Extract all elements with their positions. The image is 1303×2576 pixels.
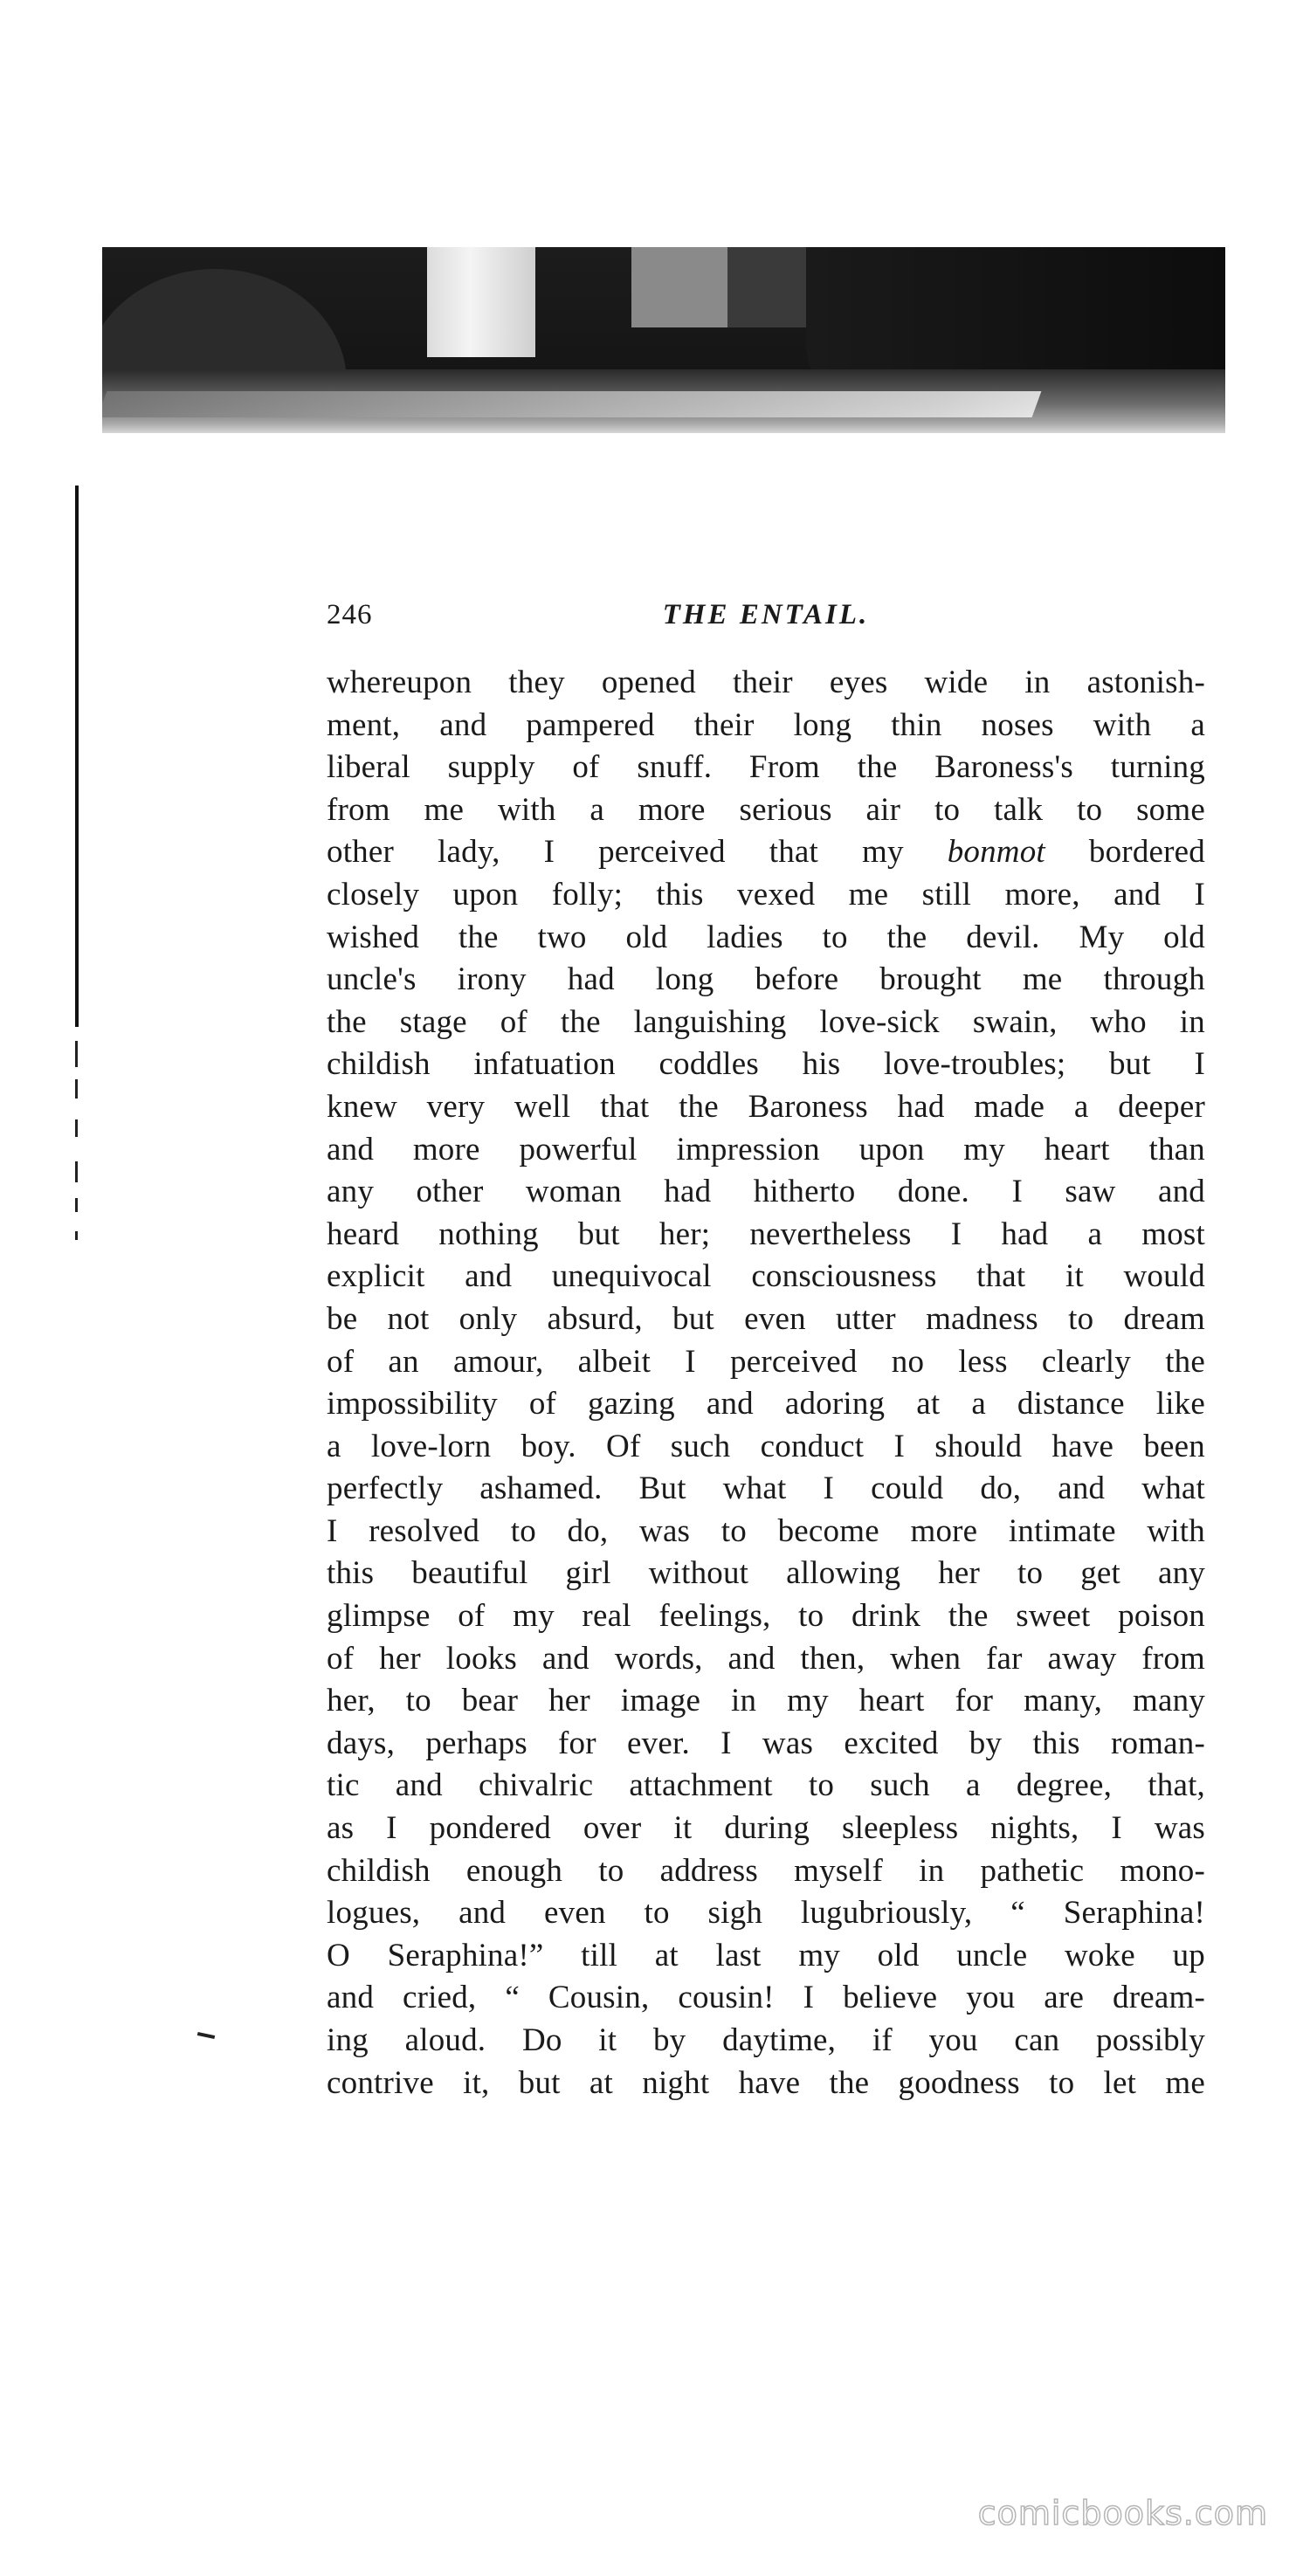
page-number: 246: [327, 599, 373, 630]
text-line: childish infatuation coddles his love-troubles; but I: [327, 1046, 1205, 1083]
text-line: and cried, “ Cousin, cousin! I believe you are dream-: [327, 1980, 1205, 2016]
text-line: uncle's irony had long before brought me through: [327, 961, 1205, 998]
text-line: and more powerful impression upon my heart than: [327, 1131, 1205, 1167]
binding-edge-tick: [75, 1119, 78, 1137]
top-photo-band: [102, 247, 1225, 433]
text-line: her, to bear her image in my heart for many, many: [327, 1683, 1205, 1719]
text-line: of an amour, albeit I perceived no less clearly the: [327, 1343, 1205, 1380]
running-header: [327, 599, 1205, 643]
band-grey-block: [631, 247, 727, 327]
binding-edge-tick: [75, 1161, 78, 1182]
binding-edge-line: [75, 486, 79, 1027]
text-line: other lady, I perceived that my bonmot bordered: [327, 834, 1205, 871]
text-line: the stage of the languishing love-sick swain, who in: [327, 1003, 1205, 1040]
text-line: explicit and unequivocal consciousness that it would: [327, 1258, 1205, 1295]
binding-edge-tick: [75, 1198, 78, 1212]
text-line: days, perhaps for ever. I was excited by this roman-: [327, 1725, 1205, 1761]
text-line: any other woman had hitherto done. I saw and: [327, 1174, 1205, 1210]
text-line: a love-lorn boy. Of such conduct I should have been: [327, 1428, 1205, 1464]
band-light-block: [427, 247, 535, 357]
text-line: liberal supply of snuff. From the Baroness's turning: [327, 749, 1205, 786]
text-line: logues, and even to sigh lugubriously, “ Seraphina!: [327, 1895, 1205, 1932]
text-line: be not only absurd, but even utter madness to dream: [327, 1300, 1205, 1337]
stray-ink-mark: [197, 2032, 215, 2039]
binding-edge-tick: [75, 1079, 78, 1099]
band-dark-block: [727, 247, 815, 327]
text-line: glimpse of my real feelings, to drink the sweet poison: [327, 1598, 1205, 1635]
text-line: closely upon folly; this vexed me still more, and I: [327, 876, 1205, 913]
text-line: perfectly ashamed. But what I could do, and what: [327, 1471, 1205, 1507]
text-line: this beautiful girl without allowing her to get any: [327, 1555, 1205, 1592]
text-line: as I pondered over it during sleepless nights, I was: [327, 1810, 1205, 1847]
running-title: THE ENTAIL.: [662, 599, 870, 630]
page-body-text: [327, 662, 1205, 2104]
text-line: ment, and pampered their long thin noses with a: [327, 706, 1205, 743]
text-line: impossibility of gazing and adoring at a distance like: [327, 1386, 1205, 1422]
text-line: tic and chivalric attachment to such a degree, that,: [327, 1767, 1205, 1804]
text-line: childish enough to address myself in pathetic mono-: [327, 1852, 1205, 1889]
text-line: wished the two old ladies to the devil. My old: [327, 919, 1205, 955]
text-line: O Seraphina!” till at last my old uncle woke up: [327, 1937, 1205, 1973]
binding-edge-tick: [75, 1041, 78, 1067]
text-line: whereupon they opened their eyes wide in astonish-: [327, 665, 1205, 700]
text-line: I resolved to do, was to become more intimate with: [327, 1512, 1205, 1549]
text-line: heard nothing but her; nevertheless I had a most: [327, 1216, 1205, 1252]
band-floor-highlight: [102, 391, 1041, 417]
text-line: ing aloud. Do it by daytime, if you can possibly: [327, 2022, 1205, 2058]
binding-edge-tick: [75, 1231, 78, 1240]
site-watermark: comicbooks.com: [977, 2494, 1268, 2532]
text-line: of her looks and words, and then, when far away from: [327, 1640, 1205, 1677]
text-line: contrive it, but at night have the goodness to let me: [327, 2064, 1205, 2101]
text-line: knew very well that the Baroness had made a deeper: [327, 1088, 1205, 1125]
text-line: from me with a more serious air to talk to some: [327, 791, 1205, 828]
